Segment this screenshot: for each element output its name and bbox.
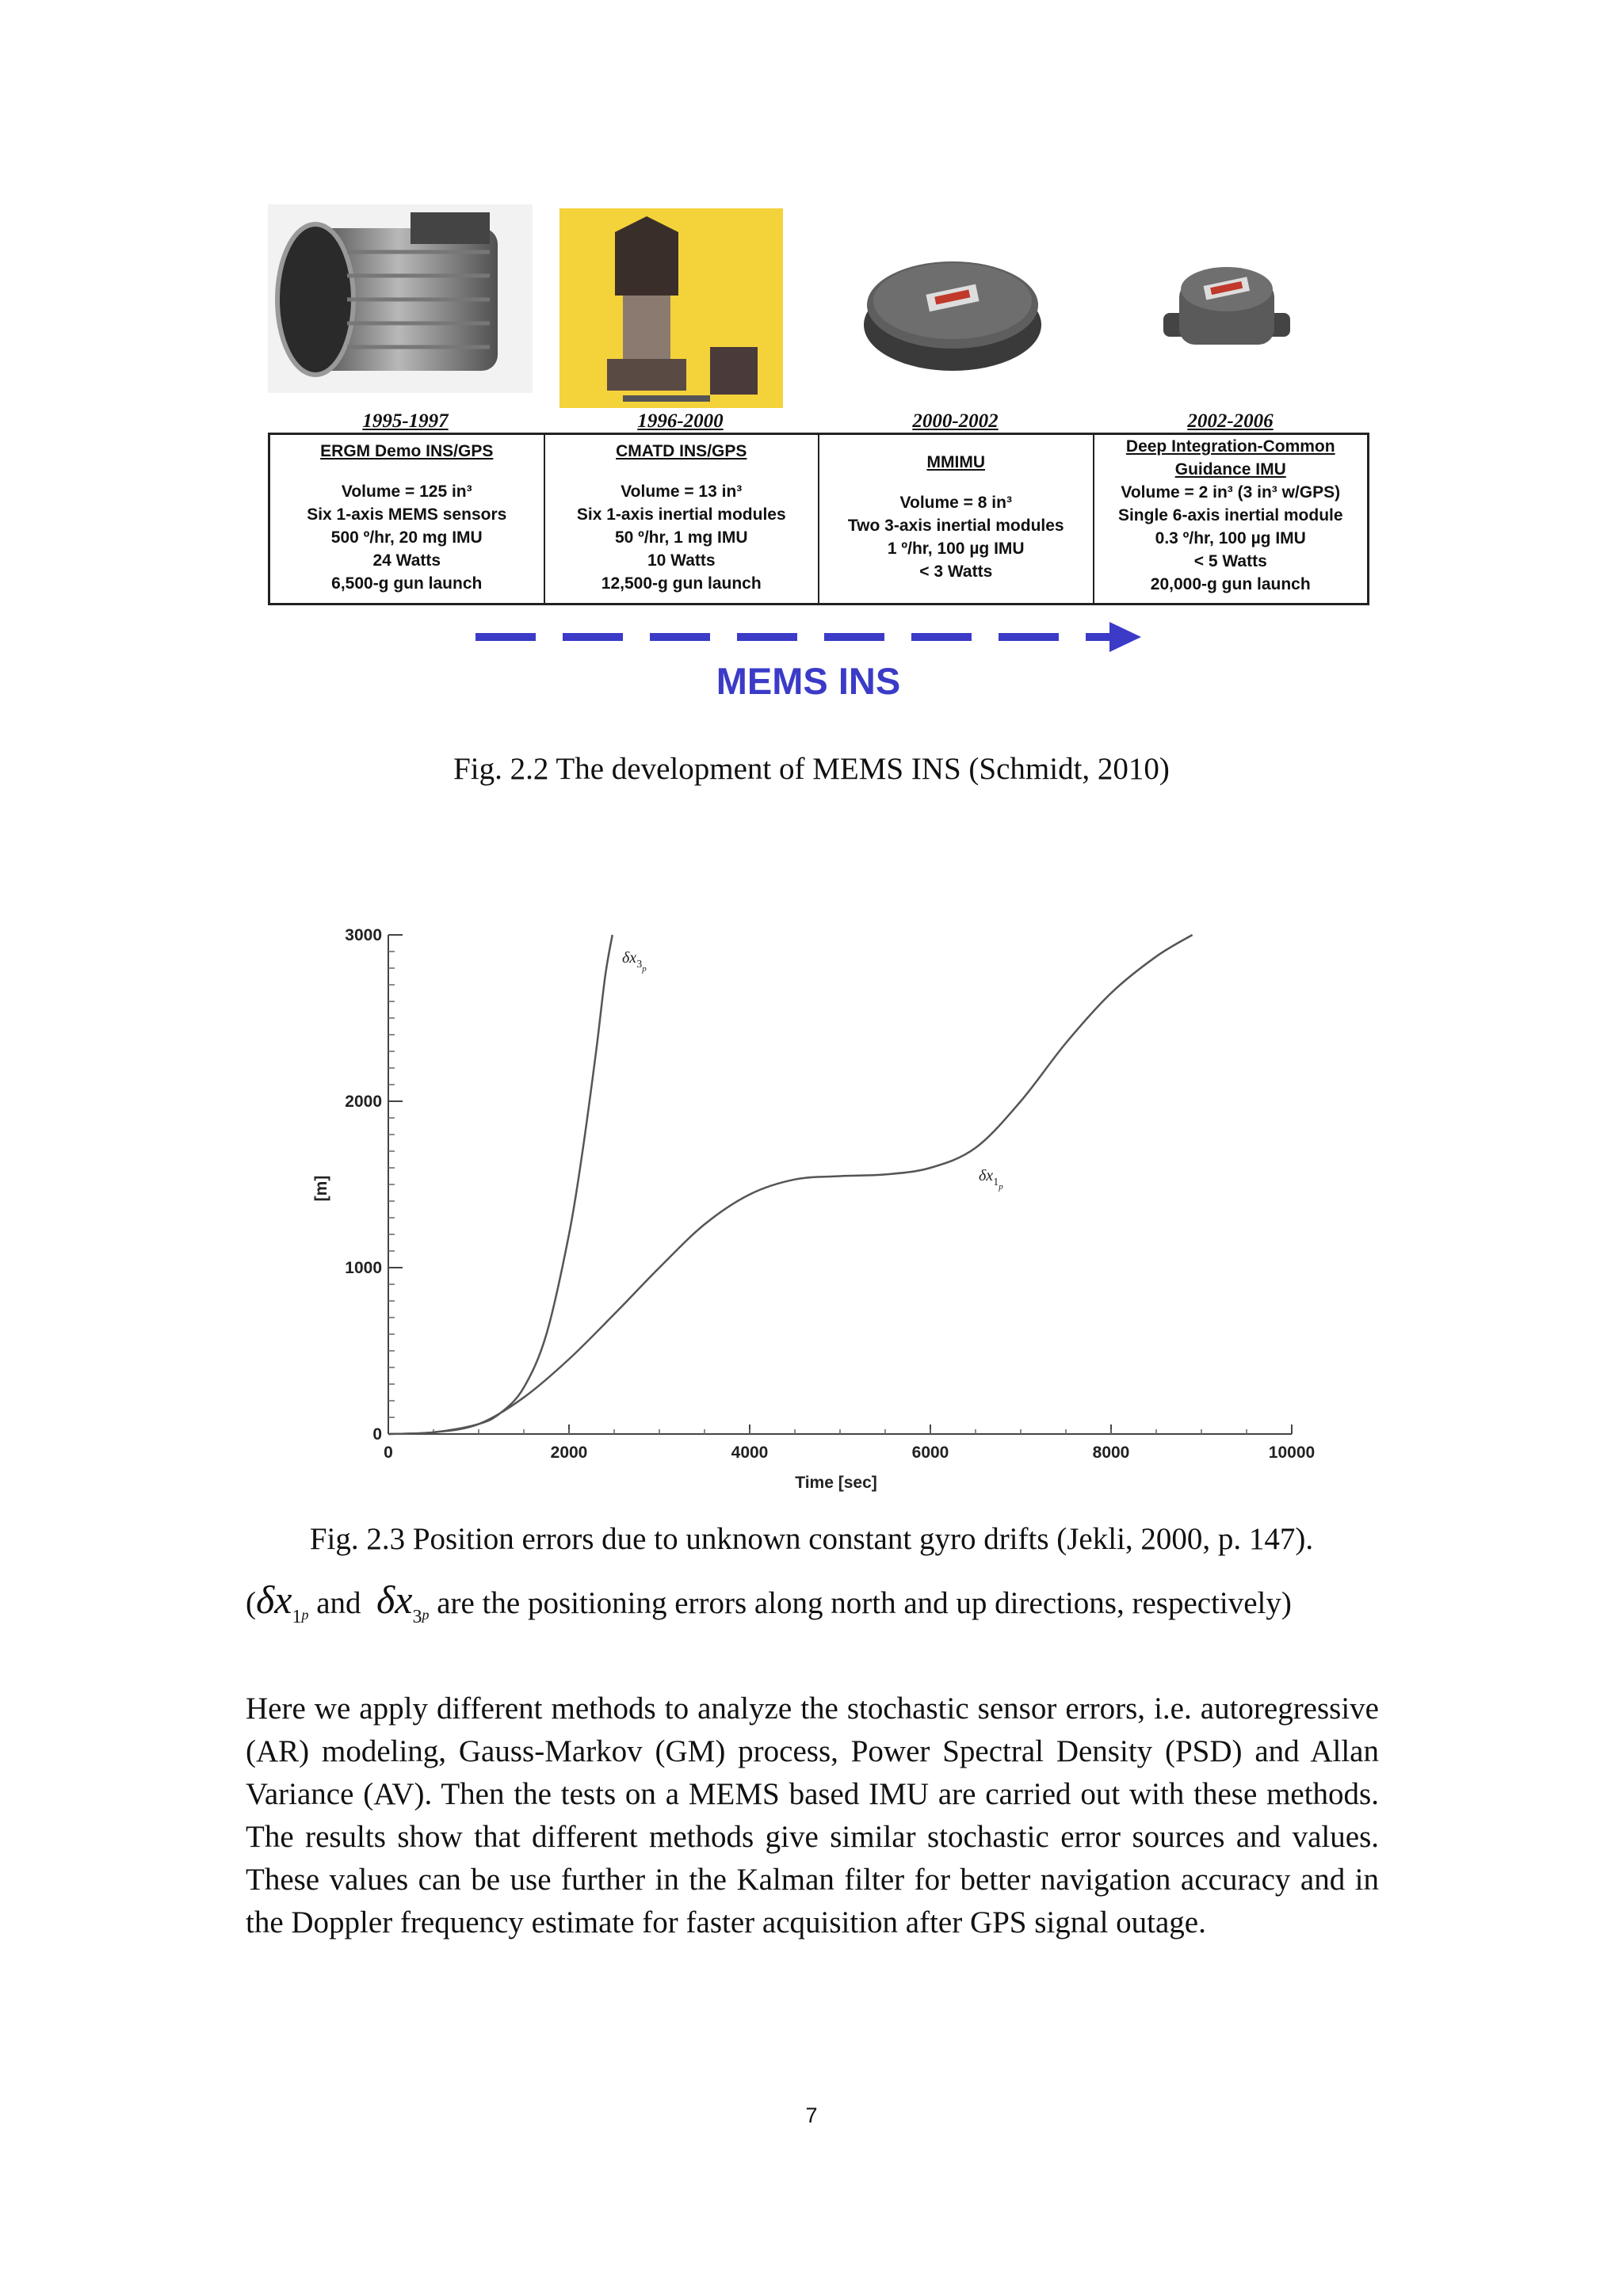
spec-line: 500 º/hr, 20 mg IMU (330, 528, 483, 547)
spec-line: Six 1-axis inertial modules (576, 505, 786, 524)
spec-line: 10 Watts (647, 551, 716, 570)
series-line-dx1p (388, 935, 1193, 1434)
period-years: 2000-2002 (912, 410, 999, 432)
symbol-subscript: 1 (292, 1607, 302, 1627)
y-tick-label: 3000 (345, 926, 382, 944)
chart-ticks (345, 926, 1315, 1462)
spec-line: 12,500-g gun launch (601, 574, 762, 593)
timeline-arrow-icon (475, 622, 1141, 652)
spec-line: 0.3 º/hr, 100 µg IMU (1155, 529, 1306, 547)
spec-line: < 5 Watts (1193, 552, 1267, 570)
ergm-ins-photo (268, 204, 533, 393)
x-tick-label: 2000 (550, 1444, 588, 1462)
spec-table (268, 433, 1369, 605)
y-tick-label: 1000 (345, 1259, 382, 1277)
symbol-text: δx (376, 1577, 413, 1622)
chart-series (388, 935, 1193, 1434)
x-tick-label: 0 (384, 1444, 393, 1462)
subcap-rest: are the positioning errors along north and up directions, respectively) (437, 1586, 1292, 1620)
spec-cell (270, 435, 545, 603)
cmatd-ins-photo (559, 208, 783, 408)
y-tick-label: 2000 (345, 1093, 382, 1111)
symbol-subscript: 3 (412, 1607, 422, 1627)
position-error-chart (301, 919, 1331, 1505)
spec-title: ERGM Demo INS/GPS (320, 442, 494, 460)
x-axis-label: Time [sec] (795, 1474, 877, 1492)
spec-cell (545, 435, 820, 603)
series-label-dx3p: $\delta x_{3p}$ (622, 949, 647, 974)
figure-2-3-subcaption (246, 1577, 1387, 1628)
spec-cell (1094, 435, 1368, 603)
spec-title: Deep Integration-Common (1125, 437, 1335, 456)
period-years: 1995-1997 (362, 410, 449, 432)
x-tick-label: 10000 (1268, 1444, 1316, 1462)
dicg-imu-photo (1155, 257, 1298, 368)
spec-line: 24 Watts (372, 551, 441, 570)
spec-line: 1 º/hr, 100 µg IMU (887, 540, 1025, 558)
spec-line: 20,000-g gun launch (1150, 575, 1311, 593)
y-tick-label: 0 (372, 1425, 382, 1444)
x-tick-label: 8000 (1092, 1444, 1130, 1462)
spec-line: Volume = 2 in³ (3 in³ w/GPS) (1121, 483, 1341, 502)
years-row (268, 410, 1369, 433)
subcap-and: and (316, 1586, 361, 1620)
spec-line: 50 º/hr, 1 mg IMU (614, 528, 748, 547)
spec-title: MMIMU (926, 453, 985, 471)
page-number: 7 (805, 2103, 818, 2127)
y-axis-label: [m] (312, 1175, 330, 1202)
mems-ins-label: MEMS INS (716, 660, 901, 702)
spec-title: Guidance IMU (1174, 460, 1286, 479)
spec-title: CMATD INS/GPS (616, 442, 747, 460)
figure-2-3-caption: Fig. 2.3 Position errors due to unknown constant gyro drifts (Jekli, 2000, p. 147). (309, 1522, 1314, 1556)
series-line-dx3p (388, 935, 613, 1434)
spec-line: Single 6-axis inertial module (1117, 506, 1343, 524)
x-tick-label: 6000 (911, 1444, 949, 1462)
spec-line: Volume = 125 in³ (341, 482, 472, 501)
subcap-open-paren: ( (246, 1586, 256, 1620)
spec-line: Volume = 13 in³ (621, 482, 743, 501)
symbol-subsubscript: p (422, 1607, 430, 1623)
symbol-subsubscript: p (301, 1607, 309, 1623)
spec-line: Six 1-axis MEMS sensors (307, 505, 507, 524)
series-label-dx1p: $\delta x_{1p}$ (979, 1167, 1003, 1192)
body-paragraph: Here we apply different methods to analyze the stochastic sensor errors, i.e. autoregressive (AR) modeling, Gauss-Markov (GM) process, Power Spectral Density (PSD) and Allan Variance (AV). Then the tests on a MEMS based IMU are carried out with these methods. The results show that different methods give similar stochastic error sources and values. These values can be use further in the Kalman filter for better navigation accuracy and in the Doppler frequency estimate for faster acquisition after GPS signal outage. (246, 1691, 1379, 1939)
symbol-dx3p (376, 1577, 430, 1627)
symbol-dx1p (256, 1577, 309, 1627)
mmimu-photo (860, 246, 1046, 380)
symbol-text: δx (256, 1577, 292, 1622)
spec-line: Volume = 8 in³ (899, 494, 1012, 512)
x-tick-label: 4000 (731, 1444, 769, 1462)
spec-line: Two 3-axis inertial modules (847, 517, 1064, 535)
spec-cell (819, 435, 1094, 603)
spec-line: < 3 Watts (919, 563, 993, 581)
spec-line: 6,500-g gun launch (331, 574, 483, 593)
figure-2-2-caption: Fig. 2.2 The development of MEMS INS (Schmidt, 2010) (453, 752, 1170, 786)
chart-axes (388, 935, 1292, 1434)
period-years: 2002-2006 (1187, 410, 1274, 432)
period-years: 1996-2000 (637, 410, 724, 432)
